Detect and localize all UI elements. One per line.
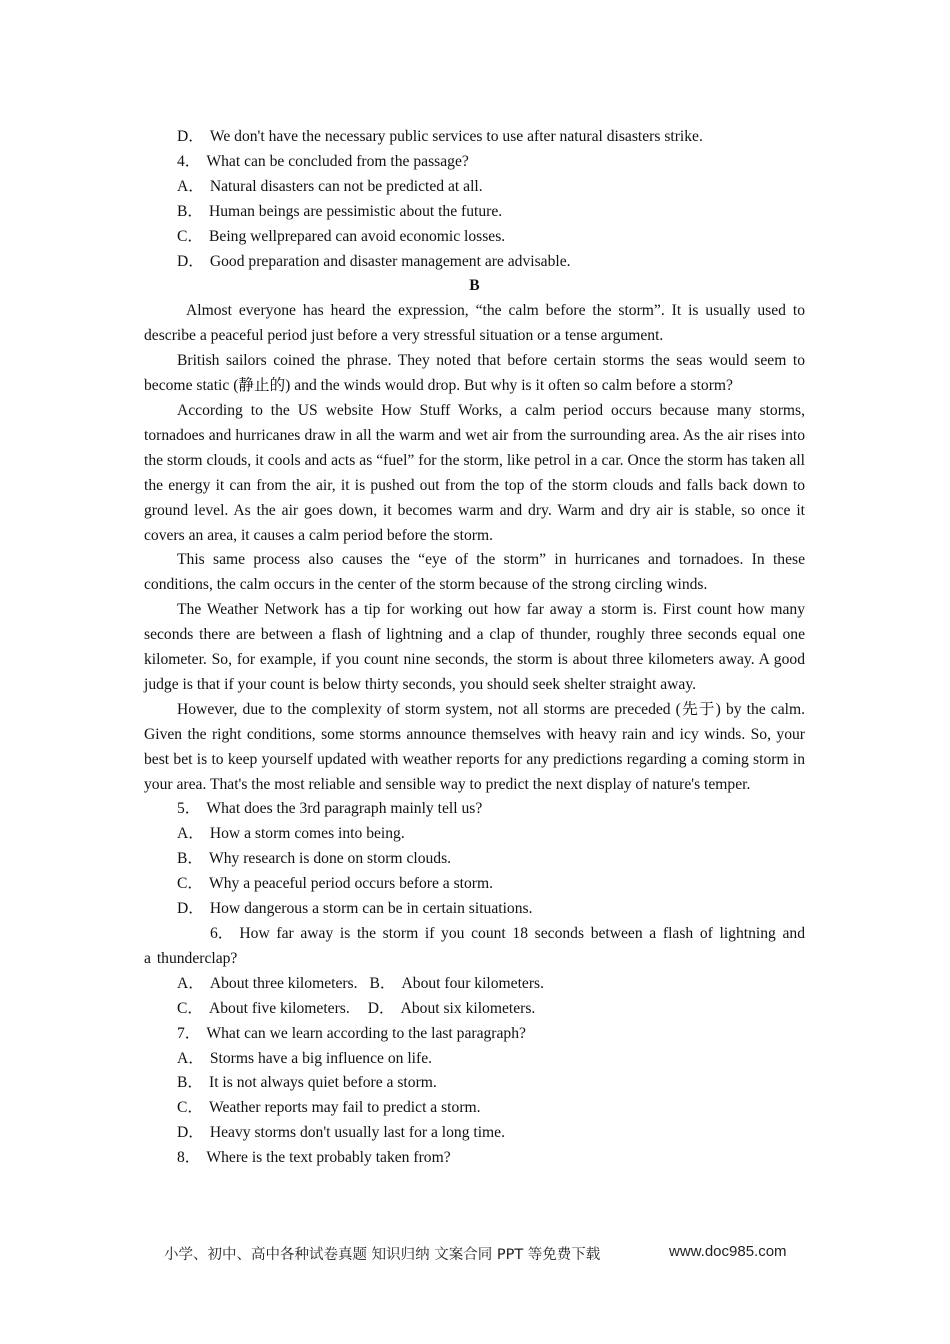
document-page [144,125,805,1171]
question-5: 5． What does the 3rd paragraph mainly tell us? [177,800,483,818]
q6-options-row-2: C． About five kilometers. D． About six kilometers. [177,999,536,1017]
q4-option-a: A． Natural disasters can not be predicted at all. [177,177,483,195]
prev-question-option-d: D． We don't have the necessary public services to use after natural disasters strike. [177,128,703,145]
q4-option-b: B． Human beings are pessimistic about the future. [177,202,503,220]
footer-website-link[interactable]: www.doc985.com [669,1243,787,1260]
question-4: 4． What can be concluded from the passage? [177,152,469,170]
passage-paragraph-3: According to the US website How Stuff Works, a calm period occurs because many storms, tornadoes and hurricanes draw in all the warm and wet air from the surrounding area. As the air rises into the storm clouds, it cools and acts as “fuel” for the storm, like petrol in a car. Once the storm has taken all the energy it can from the air, it is pushed out from the top of the storm clouds and falls back down to ground level. As the air goes down, it becomes warm and dry. Warm and dry air is stable, so once it covers an area, it causes a calm period before the storm. [144,401,805,544]
passage-paragraph-1: Almost everyone has heard the expression, “the calm before the storm”. It is usually used to describe a peaceful period just before a very stressful situation or a tense argument. [144,302,805,345]
q4-option-c: C． Being wellprepared can avoid economic losses. [177,227,506,245]
section-heading: B [469,277,480,295]
q6-options-row-1: A． About three kilometers. B． About four kilometers. [177,974,545,992]
question-7: 7． What can we learn according to the last paragraph? [177,1024,526,1042]
q5-option-b: B． Why research is done on storm clouds. [177,850,452,868]
q5-option-c: C． Why a peaceful period occurs before a storm. [177,875,494,893]
footer-promo-text: 小学、初中、高中各种试卷真题 知识归纳 文案合同 PPT 等免费下载 [164,1247,601,1263]
passage-paragraph-5: The Weather Network has a tip for working out how far away a storm is. First count how many seconds there are between a flash of lightning and a clap of thunder, roughly three seconds equal one kilometer. So, for example, if you count nine seconds, the storm is about three kilometers away. A good judge is that if your count is below thirty seconds, you should seek shelter straight away. [144,601,805,693]
q7-option-b: B． It is not always quiet before a storm. [177,1074,437,1092]
question-6: 6． How far away is the storm if you count 18 seconds between a flash of lightning and a thunderclap? [144,925,805,967]
q5-option-a: A． How a storm comes into being. [177,825,405,843]
q4-option-d: D． Good preparation and disaster management are advisable. [177,252,571,270]
passage-paragraph-4: This same process also causes the “eye of the storm” in hurricanes and tornadoes. In these conditions, the calm occurs in the center of the storm because of the strong circling winds. [144,551,805,594]
q7-option-d: D． Heavy storms don't usually last for a long time. [177,1124,506,1142]
page-footer [164,1243,804,1264]
q7-option-a: A． Storms have a big influence on life. [177,1049,433,1067]
q7-option-c: C． Weather reports may fail to predict a storm. [177,1099,481,1117]
q5-option-d: D． How dangerous a storm can be in certain situations. [177,900,533,918]
passage-paragraph-2: British sailors coined the phrase. They noted that before certain storms the seas would seem to become static (静止的) and the winds would drop. But why is it often so calm before a storm? [144,352,805,395]
passage-paragraph-6: However, due to the complexity of storm system, not all storms are preceded (先于) by the calm. Given the right conditions, some storms announce themselves with heavy rain and icy winds. So, your best bet is to keep yourself updated with weather reports for any predictions regarding a coming storm in your area. That's the most reliable and sensible way to predict the next display of nature's temper. [144,700,805,793]
question-8: 8． Where is the text probably taken from? [177,1149,451,1167]
